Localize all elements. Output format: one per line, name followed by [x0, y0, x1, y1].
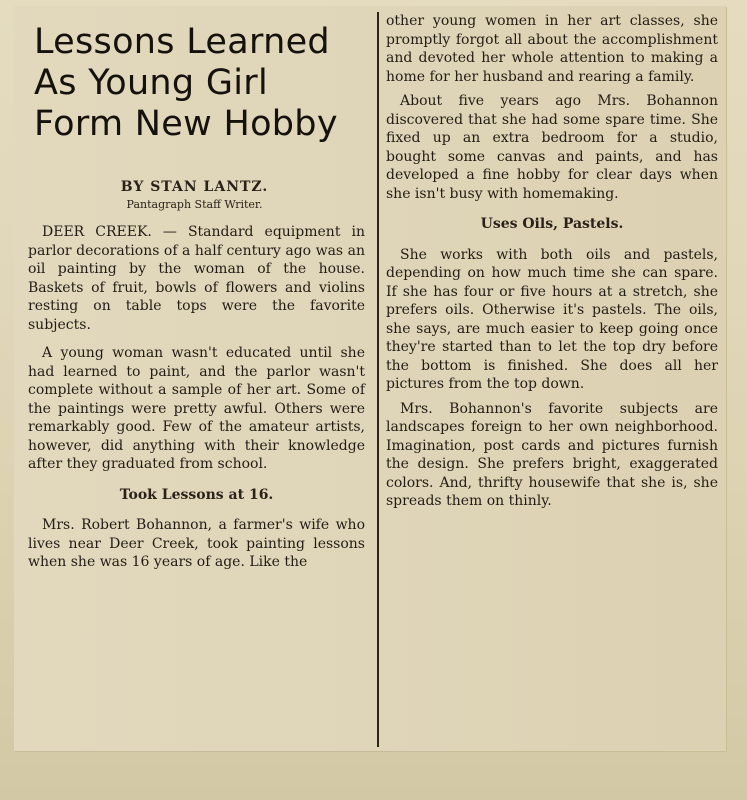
right-body: [386, 12, 718, 511]
headline-line-2: As Young Girl: [34, 63, 269, 103]
right-column: [386, 12, 722, 747]
paragraph: Mrs. Bohannon's favorite subjects are landscapes foreign to her own neighborhood. Imagination, post cards and pictures furnish the design. She prefers bright, exaggerated colors. And, thrifty housewife that she is, she spreads them on thinly.: [386, 400, 718, 509]
paragraph: About five years ago Mrs. Bohannon discovered that she had some spare time. She fixed up an extra bedroom for a studio, bought some canvas and paints, and has developed a fine hobby for clear days when she isn't busy with homemaking.: [386, 93, 718, 202]
subhead-took-lessons: Took Lessons at 16.: [119, 486, 274, 503]
headline: [34, 22, 367, 145]
paragraph: Mrs. Robert Bohannon, a farmer's wife who lives near Deer Creek, took painting lessons when she was 16 years of age. Like the: [28, 517, 365, 570]
newspaper-clipping: [14, 6, 726, 751]
paragraph: DEER CREEK. — Standard equipment in parlor decorations of a half century ago was an oil painting by the woman of the house. Baskets of fruit, bowls of flowers and violins resting on table tops were the favorite subjects.: [28, 224, 365, 333]
subhead-uses-oils: Uses Oils, Pastels.: [480, 216, 624, 232]
staff-title: Pantagraph Staff Writer.: [126, 198, 263, 211]
headline-line-3: Form New Hobby: [34, 104, 338, 144]
paragraph: other young women in her art classes, she promptly forgot all about the accomplishment and devoted her whole attention to making a home for her husband and rearing a family.: [386, 13, 718, 85]
paragraph: A young woman wasn't educated until she had learned to paint, and the parlor wasn't complete without a sample of her art. Some of the paintings were pretty awful. Others were remarkably good. Few of the amateur artists, however, did anything with their knowledge after they graduated from school.: [28, 345, 365, 472]
left-column: [22, 12, 367, 747]
byline: BY STAN LANTZ.: [120, 179, 269, 195]
column-rule: [377, 12, 379, 747]
headline-line-1: Lessons Learned: [34, 22, 330, 62]
paragraph: She works with both oils and pastels, depending on how much time she can spare. If she has four or five hours at a stretch, she prefers oils. Otherwise it's pastels. The oils, she says, are much easier to keep going once they're started than to let the top dry before the bottom is finished. She does all her pictures from the top down.: [386, 246, 718, 392]
left-body: [28, 223, 365, 572]
